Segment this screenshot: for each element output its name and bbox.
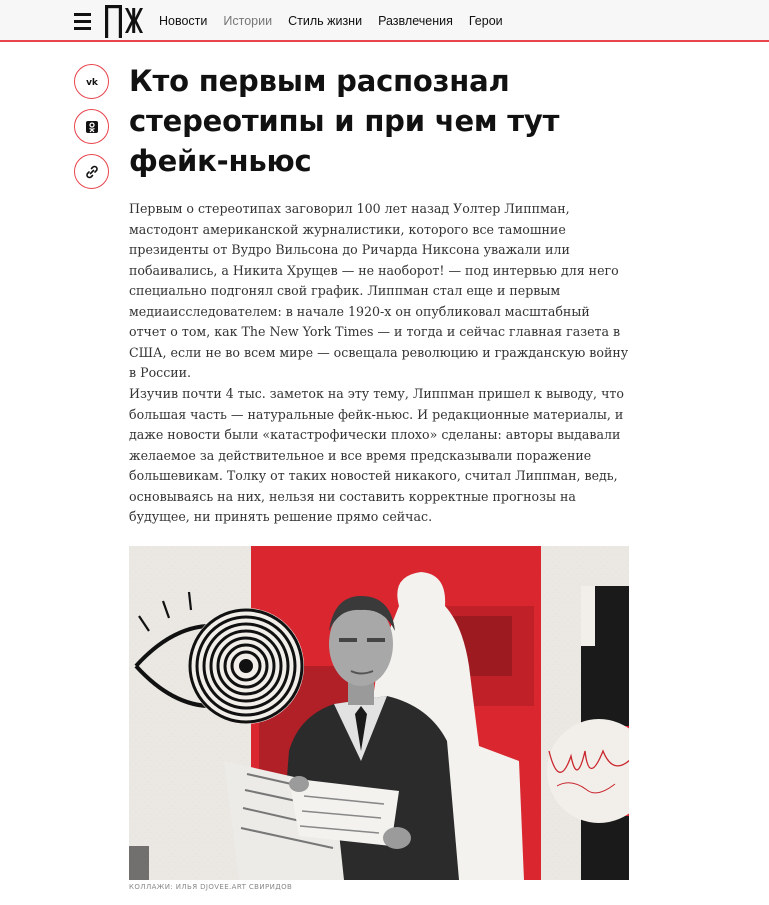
top-bar — [0, 0, 769, 42]
nav-item-entertainment[interactable]: Развлечения — [378, 14, 453, 28]
vk-icon — [85, 77, 99, 86]
nav-item-news[interactable]: Новости — [159, 14, 208, 28]
share-ok-button[interactable] — [74, 109, 109, 144]
nav-item-stories[interactable]: Истории — [223, 14, 273, 28]
svg-text:vk: vk — [85, 78, 98, 86]
share-vk-button[interactable] — [74, 64, 109, 99]
image-caption: КОЛЛАЖИ: ИЛЬЯ DJOVEE.ART СВИРИДОВ — [129, 883, 293, 891]
collage-image — [129, 546, 629, 880]
article-paragraph-1: Первым о стереотипах заговорил 100 лет назад Уолтер Липпман, мастодонт американской журналистики, которого все тамошние президенты от Вудро Вильсона до Ричарда Никсона уважали или побаивались, а Никита Хрущев — не наоборот! — под интервью для него специально подгонял свой график. Липпман стал еще и первым медиаисследователем: в начале 1920-х он опубликовал масштабный отчет о том, как The New York Times — и тогда и сейчас главная газета в США, если не во всем мире — освещала революцию и гражданскую войну в России. — [129, 201, 629, 380]
article-paragraph-2: Изучив почти 4 тыс. заметок на эту тему, Липпман пришел к выводу, что большая часть — натуральные фейк-ньюс. И редакционные материалы, и даже новости были «катастрофически плохо» сделаны: авторы выдавали желаемое за действительное и все время предсказывали поражение большевикам. Толку от таких новостей никакого, считал Липпман, ведь, основываясь на них, нельзя ни составить корректные прогнозы на будущее, ни принять решение прямо сейчас. — [129, 386, 624, 524]
article-illustration — [129, 546, 629, 880]
link-icon — [84, 164, 100, 180]
copy-link-button[interactable] — [74, 154, 109, 189]
nav-item-lifestyle[interactable]: Стиль жизни — [288, 14, 363, 28]
article-title: Кто первым распознал стереотипы и при чем тут фейк-ньюс — [129, 64, 560, 178]
nav-item-heroes[interactable]: Герои — [468, 14, 503, 28]
menu-icon[interactable] — [74, 13, 91, 30]
site-logo[interactable] — [103, 2, 145, 40]
odnoklassniki-icon — [85, 120, 99, 134]
main-nav — [159, 14, 519, 28]
